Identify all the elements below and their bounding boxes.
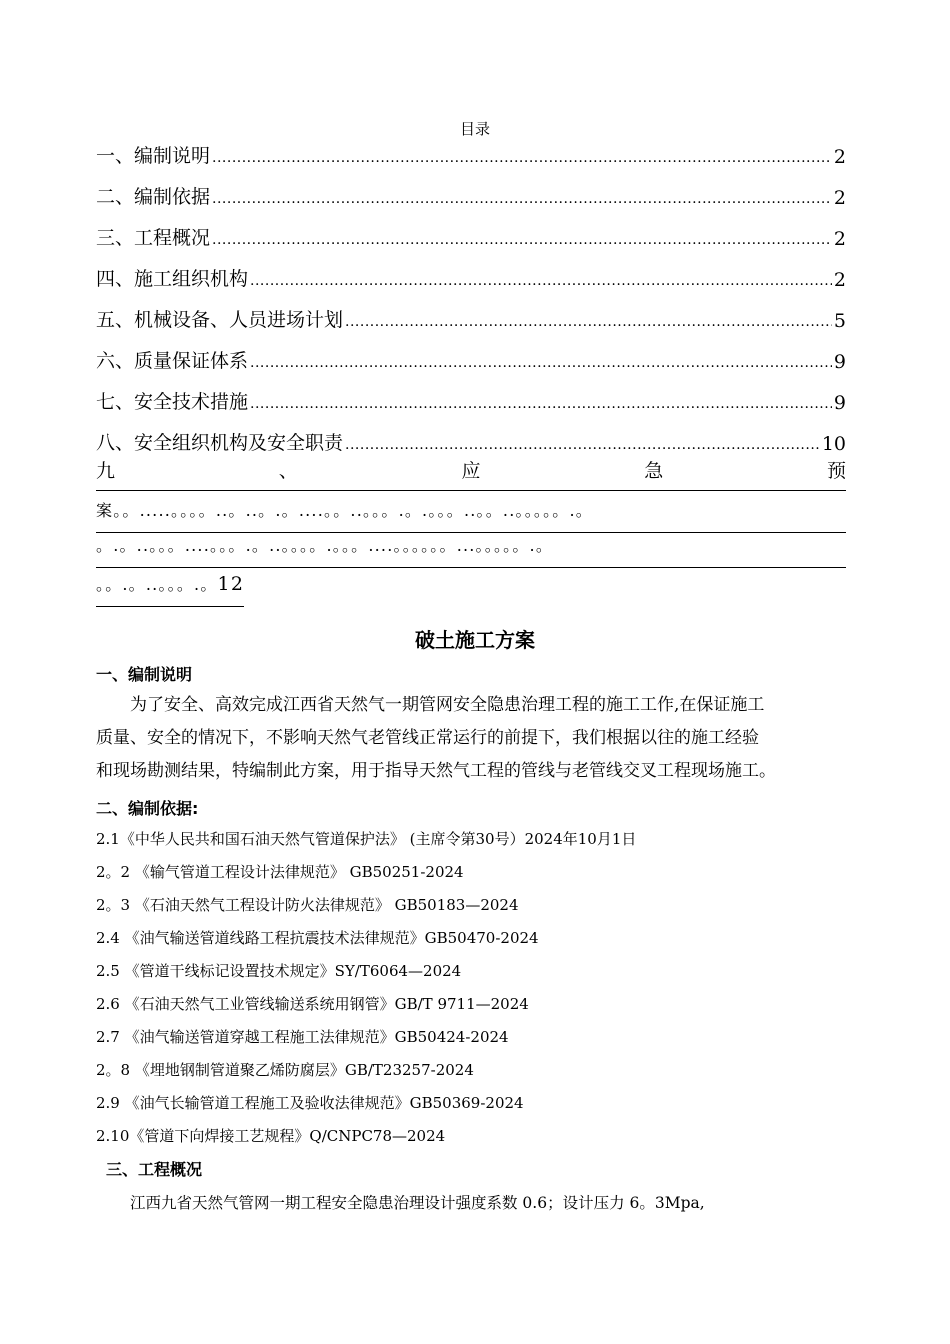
document-title: 破土施工方案 [415,628,535,652]
toc-entry-page: 2 [833,228,846,250]
section-heading: 三、工程概况 [106,1160,203,1179]
toc-entry-text: 一、编制说明 [96,145,211,167]
toc-entry-text: 八、安全组织机构及安全职责 [96,432,344,454]
section-paragraph: 江西九省天然气管网一期工程安全隐患治理设计强度系数 0.6；设计压力 6。3Mpa, [130,1194,705,1212]
toc-entry-page: 9 [833,392,846,414]
toc-entry-text: 二、编制依据 [96,186,211,208]
toc-entry[interactable] [96,220,846,250]
reference-item: 2。2 《输气管道工程设计法律规范》 GB50251-2024 [96,863,464,881]
toc-entry[interactable] [96,425,846,455]
toc-entry[interactable] [96,302,846,332]
toc9-line-2: 案。。.....。。。。..。..。.。....。。..。。。.。.。。。..。。..。。。。。.。 [96,498,846,533]
toc-entry-text: 五、机械设备、人员进场计划 [96,309,344,331]
reference-item: 2.9 《油气长输管道工程施工及验收法律规范》GB50369-2024 [96,1094,524,1112]
toc-entry[interactable] [96,343,846,373]
reference-item: 2.1《中华人民共和国石油天然气管道保护法》 (主席令第30号）2024年10月1日 [96,830,637,848]
toc-entry-page: 12 [217,573,245,595]
toc-leader [212,146,832,168]
toc9-line-1: 九 、 应 急 预 [96,456,846,491]
toc-leader [250,392,832,414]
toc-leader [345,433,820,455]
toc-entry-text: 七、安全技术措施 [96,391,249,413]
toc-entry-page: 10 [821,433,846,455]
toc-entry-text: 四、施工组织机构 [96,268,249,290]
toc-leader [345,310,832,332]
reference-item: 2.6 《石油天然气工业管线输送系统用钢管》GB/T 9711—2024 [96,995,529,1013]
toc-entry[interactable] [96,138,846,168]
toc-entry-text: 六、质量保证体系 [96,350,249,372]
toc-leader [250,269,832,291]
toc-entry[interactable] [96,179,846,209]
toc-entry-page: 5 [833,310,846,332]
toc-title: 目录 [459,120,490,138]
toc-entry[interactable] [96,384,846,414]
toc-leader [212,228,832,250]
toc-entry-page: 2 [833,187,846,209]
toc-entry-text: 三、工程概况 [96,227,211,249]
toc9-line-3: 。.。..。。。....。。。.。..。。。。.。。。....。。。。。。...。。。。。.。 [96,533,846,568]
reference-item: 2.5 《管道干线标记设置技术规定》SY/T6064—2024 [96,962,462,980]
section-paragraph: 为了安全、高效完成江西省天然气一期管网安全隐患治理工程的施工工作,在保证施工 质量、安全的情况下，不影响天然气老管线正常运行的前提下，我们根据以往的施工经验 和现场勘测结果，特编制此方案，用于指导天然气工程的管线与老管线交叉工程现场施工。 [96,695,776,781]
toc-entry[interactable] [96,261,846,291]
reference-item: 2.10《管道下向焊接工艺规程》Q/CNPC78—2024 [96,1127,446,1145]
toc-leader [212,187,832,209]
reference-item: 2。3 《石油天然气工程设计防火法律规范》 GB50183—2024 [96,896,519,914]
section-heading: 一、编制说明 [96,665,193,684]
toc9-line-4: 。。.。..。。。.。12 [96,572,244,607]
toc-leader [250,351,832,373]
reference-item: 2。8 《埋地钢制管道聚乙烯防腐层》GB/T23257-2024 [96,1061,474,1079]
section-heading: 二、编制依据: [96,799,199,818]
reference-item: 2.7 《油气输送管道穿越工程施工法律规范》GB50424-2024 [96,1028,509,1046]
reference-item: 2.4 《油气输送管道线路工程抗震技术法律规范》GB50470-2024 [96,929,539,947]
toc-entry-page: 2 [833,146,846,168]
toc-entry-page: 2 [833,269,846,291]
toc-entry-page: 9 [833,351,846,373]
